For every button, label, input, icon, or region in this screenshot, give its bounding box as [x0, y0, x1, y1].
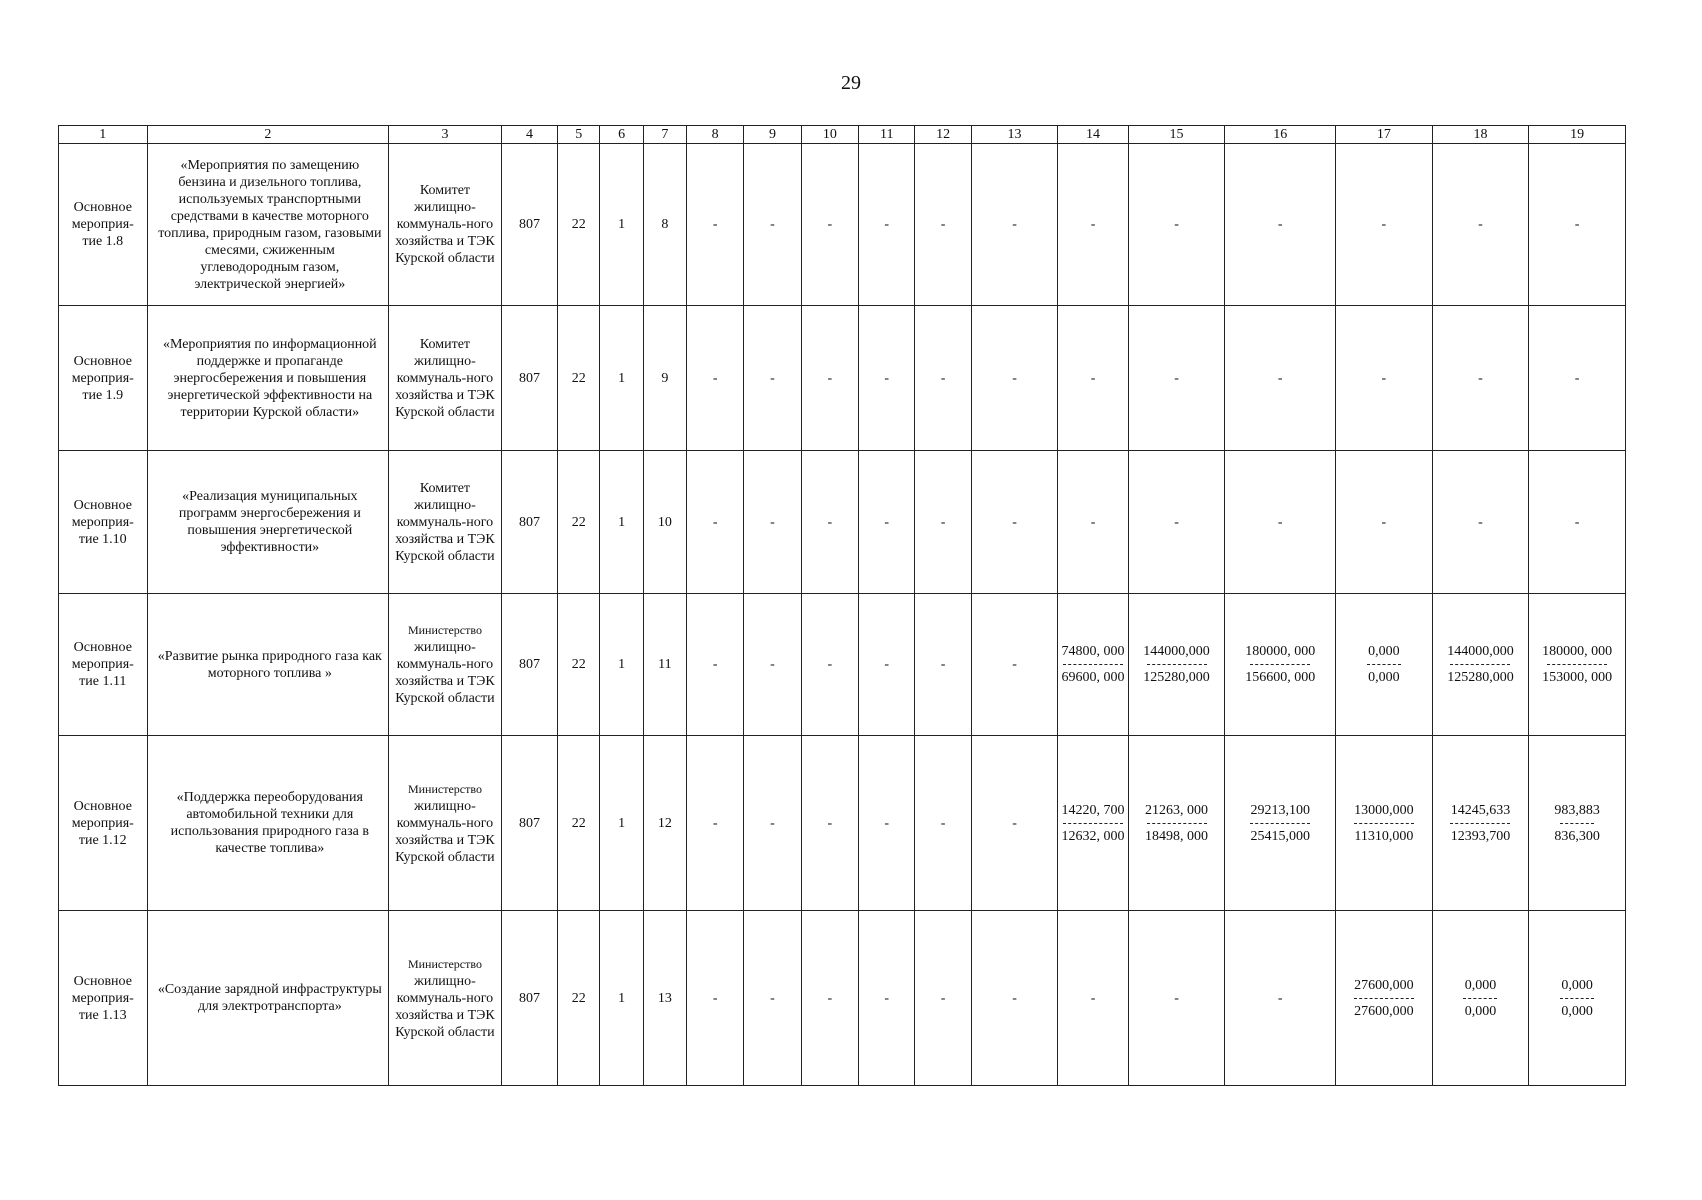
executor-head: Министерство [407, 956, 482, 971]
funding-cell-c14 [1058, 451, 1128, 594]
measure-name-cell: Основное мероприя-тие 1.8 [59, 144, 148, 306]
funding-fraction [1354, 802, 1414, 845]
fraction-divider [1547, 664, 1607, 665]
value-cell-c5: 22 [558, 451, 600, 594]
funding-cell-c17 [1336, 911, 1433, 1086]
value-cell-c4: 807 [501, 594, 557, 736]
funding-fraction [1250, 802, 1310, 845]
funding-fraction [1174, 216, 1179, 233]
funding-total: - [1478, 217, 1483, 232]
col-header: 6 [600, 126, 643, 144]
funding-cell-c19 [1529, 594, 1626, 736]
col-header: 4 [501, 126, 557, 144]
funding-total: 144000,000 [1143, 644, 1210, 659]
funding-cell-c18 [1432, 594, 1529, 736]
funding-cell-c15 [1128, 594, 1225, 736]
measure-title-cell: «Мероприятия по информационной поддержке и пропаганде энергосбережения и повышения энергетической эффективности на территории Курской области» [147, 306, 389, 451]
funding-cell-c15 [1128, 736, 1225, 911]
value-cell-c4: 807 [501, 736, 557, 911]
value-cell-c8: - [686, 144, 743, 306]
funding-cell-c14 [1058, 911, 1128, 1086]
col-header: 17 [1336, 126, 1433, 144]
funding-fraction [1174, 370, 1179, 387]
value-cell-c9: - [744, 144, 801, 306]
funding-federal: 12393,700 [1450, 828, 1511, 844]
funding-total: - [1090, 990, 1096, 1006]
funding-cell-c16 [1225, 736, 1336, 911]
fraction-divider [1250, 664, 1310, 665]
funding-fraction [1575, 514, 1580, 531]
funding-fraction [1091, 990, 1096, 1007]
value-cell-c8: - [686, 736, 743, 911]
funding-total: 0,000 [1368, 644, 1400, 659]
funding-fraction [1463, 977, 1497, 1020]
executor-cell [389, 144, 502, 306]
col-header: 13 [971, 126, 1058, 144]
funding-total: - [1277, 370, 1283, 386]
measure-name-cell: Основное мероприя-тие 1.9 [59, 306, 148, 451]
funding-fraction [1062, 643, 1125, 686]
fraction-divider [1147, 664, 1207, 665]
funding-fraction [1145, 802, 1208, 845]
value-cell-c10: - [801, 306, 858, 451]
funding-total: 27600,000 [1354, 977, 1414, 993]
funding-federal: 156600, 000 [1245, 670, 1316, 685]
funding-total: - [1574, 370, 1580, 386]
funding-total: - [1277, 514, 1283, 530]
value-cell-c10: - [801, 594, 858, 736]
funding-total: - [1090, 370, 1096, 386]
funding-fraction [1382, 514, 1387, 531]
funding-fraction [1174, 990, 1179, 1007]
funding-total: 144000,000 [1447, 644, 1514, 659]
funding-cell-c14 [1058, 736, 1128, 911]
funding-cell-c16 [1225, 451, 1336, 594]
funding-total: - [1277, 990, 1283, 1006]
funding-fraction [1478, 370, 1483, 387]
table-row [59, 451, 1626, 594]
col-header: 8 [686, 126, 743, 144]
table-row [59, 594, 1626, 736]
value-cell-c8: - [686, 911, 743, 1086]
table-row [59, 736, 1626, 911]
funding-total: - [1174, 514, 1179, 530]
funding-fraction [1447, 643, 1514, 686]
executor-cell [389, 306, 502, 451]
measure-title-cell: «Поддержка переоборудования автомобильной техники для использования природного газа в качестве топлива» [147, 736, 389, 911]
value-cell-c6: 1 [600, 306, 643, 451]
col-header: 3 [389, 126, 502, 144]
funding-fraction [1278, 216, 1283, 233]
value-cell-c9: - [744, 736, 801, 911]
funding-total: - [1174, 370, 1179, 386]
value-cell-c13: - [971, 594, 1058, 736]
funding-fraction [1554, 802, 1600, 845]
funding-total: - [1574, 217, 1580, 232]
funding-fraction [1575, 370, 1580, 387]
value-cell-c7: 10 [643, 451, 686, 594]
funding-cell-c19 [1529, 911, 1626, 1086]
funding-fraction [1542, 643, 1612, 686]
funding-federal: 125280,000 [1143, 670, 1210, 685]
col-header: 7 [643, 126, 686, 144]
funding-federal: 0,000 [1464, 1003, 1497, 1019]
funding-fraction [1143, 643, 1210, 686]
executor-text: Комитет жилищно-коммуналь-ного хозяйства и ТЭК Курской области [395, 336, 495, 420]
funding-fraction [1091, 514, 1096, 531]
funding-total: - [1381, 514, 1387, 530]
funding-fraction [1245, 643, 1315, 686]
measure-title-cell: «Создание зарядной инфраструктуры для электротранспорта» [147, 911, 389, 1086]
funding-cell-c15 [1128, 306, 1225, 451]
executor-cell [389, 736, 502, 911]
value-cell-c12: - [915, 144, 971, 306]
value-cell-c11: - [859, 144, 915, 306]
executor-text: жилищно-коммуналь-ного хозяйства и ТЭК Курской области [395, 798, 495, 865]
executor-cell [389, 451, 502, 594]
funding-fraction [1575, 216, 1580, 233]
funding-fraction [1062, 802, 1125, 845]
value-cell-c8: - [686, 306, 743, 451]
funding-cell-c17 [1336, 306, 1433, 451]
funding-total: - [1478, 370, 1483, 386]
funding-cell-c17 [1336, 144, 1433, 306]
budget-table [58, 125, 1626, 1086]
funding-cell-c16 [1225, 144, 1336, 306]
value-cell-c6: 1 [600, 451, 643, 594]
value-cell-c11: - [859, 594, 915, 736]
funding-cell-c17 [1336, 736, 1433, 911]
executor-cell [389, 911, 502, 1086]
funding-federal: 836,300 [1554, 828, 1600, 844]
value-cell-c7: 13 [643, 911, 686, 1086]
funding-total: - [1090, 514, 1096, 530]
fraction-divider [1354, 998, 1414, 999]
executor-head: Министерство [407, 623, 482, 637]
funding-total: - [1478, 514, 1483, 530]
funding-cell-c14 [1058, 306, 1128, 451]
value-cell-c5: 22 [558, 306, 600, 451]
measure-name-cell: Основное мероприя-тие 1.10 [59, 451, 148, 594]
funding-federal: 0,000 [1561, 1003, 1593, 1019]
fraction-divider [1147, 823, 1207, 824]
value-cell-c13: - [971, 911, 1058, 1086]
col-header: 12 [915, 126, 971, 144]
funding-total: 0,000 [1464, 977, 1497, 993]
value-cell-c12: - [915, 736, 971, 911]
funding-federal: 69600, 000 [1061, 670, 1125, 685]
value-cell-c6: 1 [600, 594, 643, 736]
funding-fraction [1367, 643, 1401, 686]
funding-fraction [1382, 370, 1387, 387]
funding-fraction [1450, 802, 1510, 845]
funding-federal: 153000, 000 [1542, 670, 1613, 685]
funding-fraction [1174, 514, 1179, 531]
measure-title-cell: «Реализация муниципальных программ энергосбережения и повышения энергетической эффективности» [147, 451, 389, 594]
value-cell-c9: - [744, 306, 801, 451]
value-cell-c11: - [859, 911, 915, 1086]
value-cell-c12: - [915, 594, 971, 736]
funding-total: - [1090, 217, 1096, 232]
funding-total: 74800, 000 [1061, 644, 1125, 659]
measure-name-cell: Основное мероприя-тие 1.11 [59, 594, 148, 736]
funding-cell-c19 [1529, 306, 1626, 451]
funding-federal: 11310,000 [1354, 828, 1414, 844]
funding-cell-c15 [1128, 144, 1225, 306]
col-header: 2 [147, 126, 389, 144]
value-cell-c11: - [859, 451, 915, 594]
funding-total: - [1174, 217, 1179, 232]
funding-total: - [1381, 217, 1387, 232]
funding-fraction [1354, 977, 1414, 1020]
value-cell-c13: - [971, 736, 1058, 911]
funding-federal: 0,000 [1368, 670, 1400, 685]
funding-total: 0,000 [1561, 977, 1593, 993]
value-cell-c6: 1 [600, 736, 643, 911]
value-cell-c9: - [744, 451, 801, 594]
funding-cell-c18 [1432, 736, 1529, 911]
funding-federal: 25415,000 [1250, 828, 1310, 844]
measure-name-cell: Основное мероприя-тие 1.12 [59, 736, 148, 911]
value-cell-c7: 8 [643, 144, 686, 306]
funding-cell-c17 [1336, 594, 1433, 736]
funding-total: - [1174, 990, 1179, 1006]
funding-total: 14245,633 [1450, 802, 1511, 818]
funding-cell-c17 [1336, 451, 1433, 594]
funding-cell-c14 [1058, 144, 1128, 306]
funding-total: - [1574, 514, 1580, 530]
funding-federal: 12632, 000 [1061, 828, 1125, 844]
value-cell-c4: 807 [501, 306, 557, 451]
funding-cell-c16 [1225, 306, 1336, 451]
col-header: 16 [1225, 126, 1336, 144]
value-cell-c8: - [686, 594, 743, 736]
col-header: 18 [1432, 126, 1529, 144]
funding-cell-c19 [1529, 736, 1626, 911]
measure-name-cell: Основное мероприя-тие 1.13 [59, 911, 148, 1086]
funding-cell-c18 [1432, 911, 1529, 1086]
value-cell-c7: 9 [643, 306, 686, 451]
funding-cell-c16 [1225, 911, 1336, 1086]
executor-cell [389, 594, 502, 736]
header-row [59, 126, 1626, 144]
value-cell-c13: - [971, 144, 1058, 306]
value-cell-c9: - [744, 911, 801, 1086]
value-cell-c10: - [801, 911, 858, 1086]
table-row [59, 306, 1626, 451]
value-cell-c13: - [971, 451, 1058, 594]
funding-fraction [1478, 216, 1483, 233]
funding-cell-c14 [1058, 594, 1128, 736]
funding-fraction [1091, 216, 1096, 233]
executor-text: Комитет жилищно-коммуналь-ного хозяйства и ТЭК Курской области [395, 183, 495, 266]
funding-cell-c18 [1432, 306, 1529, 451]
value-cell-c8: - [686, 451, 743, 594]
fraction-divider [1450, 664, 1510, 665]
value-cell-c12: - [915, 306, 971, 451]
value-cell-c11: - [859, 736, 915, 911]
value-cell-c5: 22 [558, 144, 600, 306]
col-header: 10 [801, 126, 858, 144]
value-cell-c11: - [859, 306, 915, 451]
funding-total: - [1381, 370, 1387, 386]
fraction-divider [1354, 823, 1414, 824]
funding-total: 13000,000 [1354, 802, 1414, 818]
col-header: 19 [1529, 126, 1626, 144]
measure-title-cell: «Развитие рынка природного газа как моторного топлива » [147, 594, 389, 736]
funding-fraction [1278, 990, 1283, 1007]
fraction-divider [1367, 664, 1401, 665]
executor-text: жилищно-коммуналь-ного хозяйства и ТЭК Курской области [395, 640, 495, 706]
funding-total: 180000, 000 [1245, 644, 1316, 659]
funding-fraction [1278, 370, 1283, 387]
value-cell-c10: - [801, 451, 858, 594]
value-cell-c13: - [971, 306, 1058, 451]
fraction-divider [1560, 998, 1594, 999]
funding-federal: 125280,000 [1447, 670, 1514, 685]
executor-text: Комитет жилищно-коммуналь-ного хозяйства и ТЭК Курской области [395, 480, 495, 564]
value-cell-c6: 1 [600, 144, 643, 306]
page-number: 29 [841, 72, 861, 94]
funding-total: - [1277, 217, 1283, 232]
value-cell-c7: 12 [643, 736, 686, 911]
executor-head: Министерство [407, 781, 482, 796]
funding-fraction [1278, 514, 1283, 531]
col-header: 5 [558, 126, 600, 144]
funding-total: 180000, 000 [1542, 644, 1613, 659]
funding-cell-c18 [1432, 144, 1529, 306]
value-cell-c5: 22 [558, 911, 600, 1086]
measure-title-cell: «Мероприятия по замещению бензина и дизельного топлива, используемых транспортными средствами в качестве моторного топлива, природным газом, газовыми смесями, сжиженным углеводородным газом, электрической энергией» [147, 144, 389, 306]
funding-federal: 18498, 000 [1145, 828, 1209, 844]
value-cell-c10: - [801, 736, 858, 911]
executor-text: жилищно-коммуналь-ного хозяйства и ТЭК Курской области [395, 973, 495, 1040]
funding-cell-c15 [1128, 911, 1225, 1086]
value-cell-c4: 807 [501, 451, 557, 594]
col-header: 15 [1128, 126, 1225, 144]
value-cell-c5: 22 [558, 594, 600, 736]
value-cell-c4: 807 [501, 144, 557, 306]
funding-cell-c19 [1529, 144, 1626, 306]
funding-fraction [1560, 977, 1594, 1020]
fraction-divider [1560, 823, 1594, 824]
value-cell-c12: - [915, 451, 971, 594]
col-header: 11 [859, 126, 915, 144]
col-header: 1 [59, 126, 148, 144]
fraction-divider [1063, 664, 1123, 665]
funding-fraction [1091, 370, 1096, 387]
funding-cell-c19 [1529, 451, 1626, 594]
funding-federal: 27600,000 [1354, 1003, 1414, 1019]
funding-fraction [1478, 514, 1483, 531]
funding-fraction [1382, 216, 1387, 233]
table-row [59, 911, 1626, 1086]
col-header: 9 [744, 126, 801, 144]
funding-total: 983,883 [1554, 802, 1600, 818]
fraction-divider [1463, 998, 1497, 999]
value-cell-c5: 22 [558, 736, 600, 911]
table-row [59, 144, 1626, 306]
fraction-divider [1450, 823, 1510, 824]
funding-total: 14220, 700 [1061, 802, 1125, 818]
value-cell-c6: 1 [600, 911, 643, 1086]
value-cell-c4: 807 [501, 911, 557, 1086]
funding-total: 29213,100 [1250, 802, 1310, 818]
funding-cell-c15 [1128, 451, 1225, 594]
value-cell-c9: - [744, 594, 801, 736]
funding-total: 21263, 000 [1145, 802, 1209, 818]
value-cell-c7: 11 [643, 594, 686, 736]
fraction-divider [1250, 823, 1310, 824]
value-cell-c10: - [801, 144, 858, 306]
funding-cell-c16 [1225, 594, 1336, 736]
col-header: 14 [1058, 126, 1128, 144]
value-cell-c12: - [915, 911, 971, 1086]
funding-cell-c18 [1432, 451, 1529, 594]
fraction-divider [1063, 823, 1123, 824]
